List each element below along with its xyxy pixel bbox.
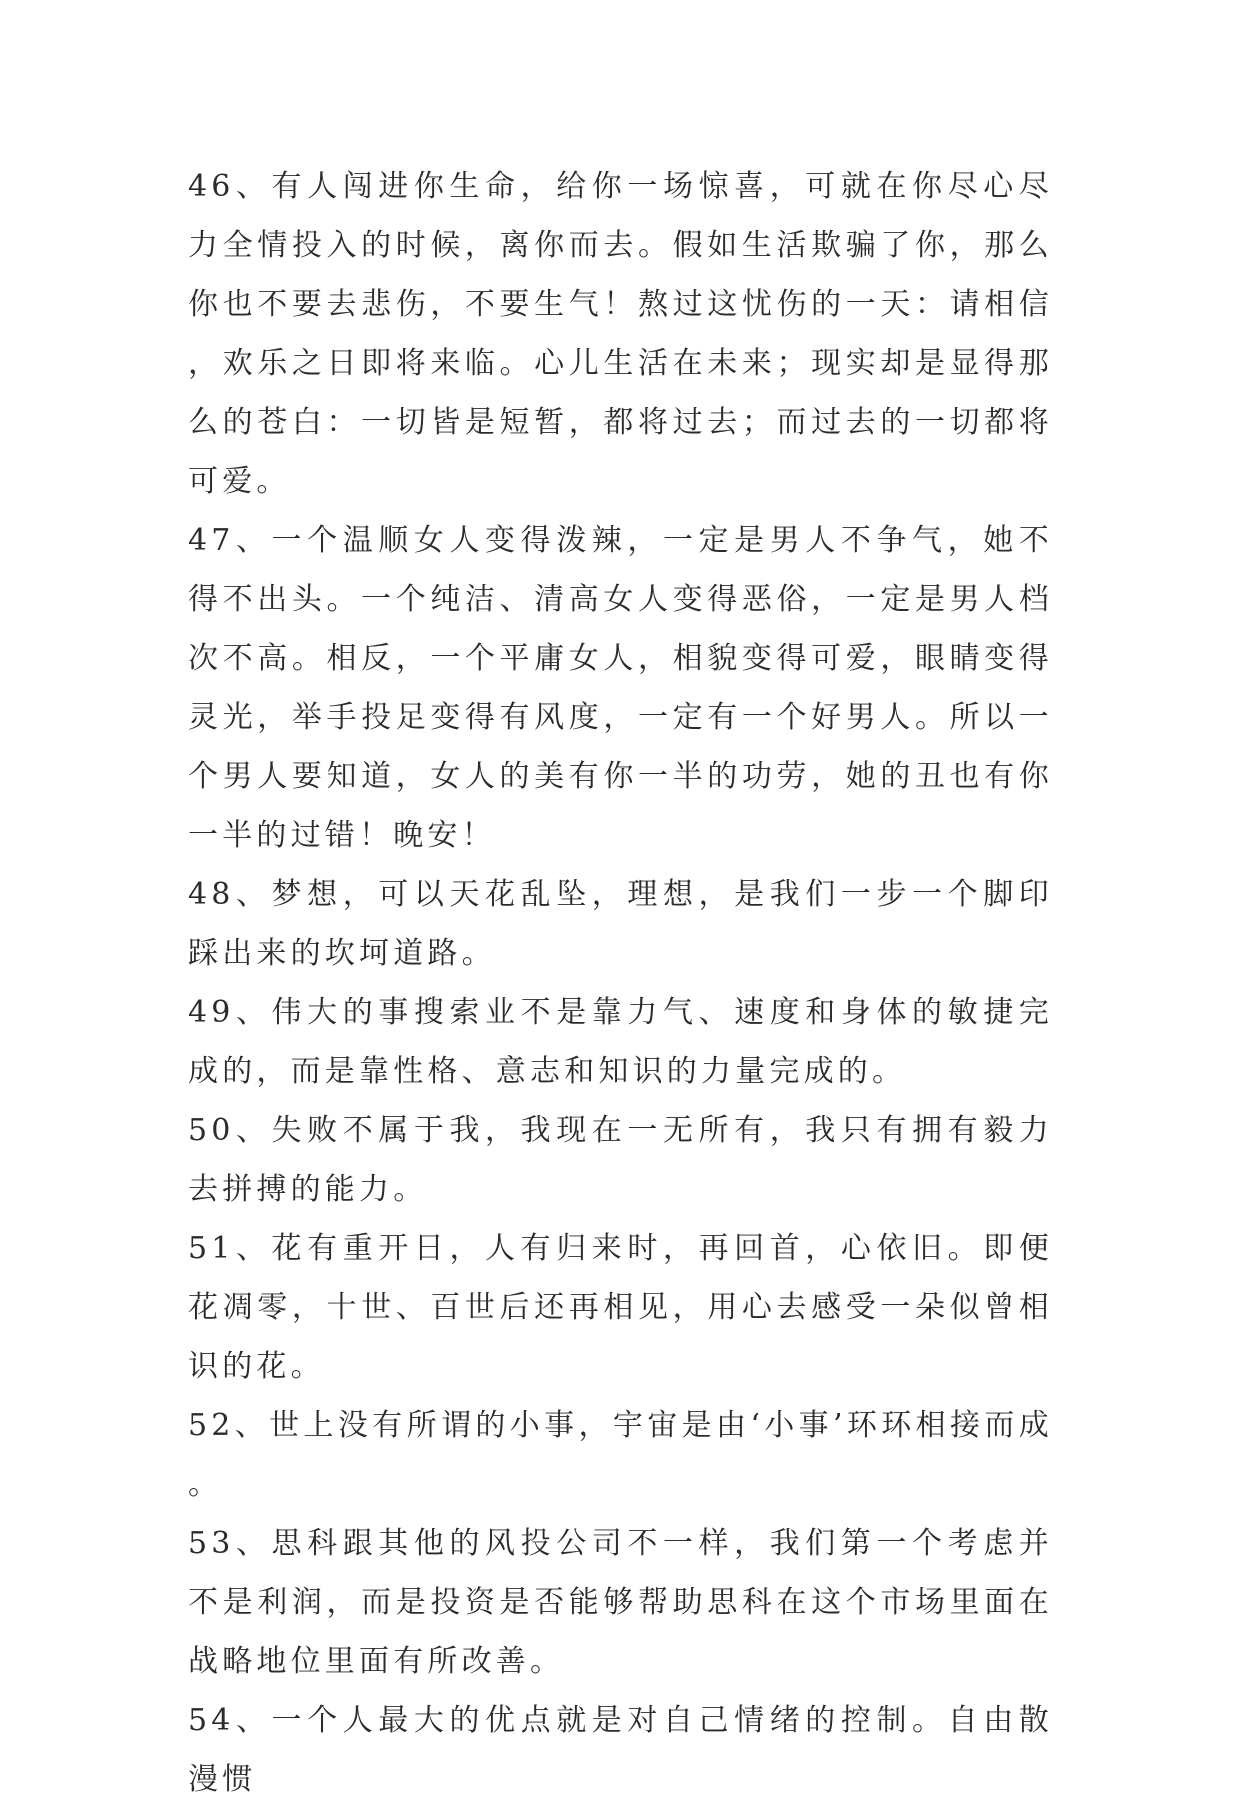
document-body [188, 157, 1053, 1809]
quote-entry-52: 52、世上没有所谓的小事，宇宙是由‘小事’环环相接而成。 [188, 1408, 1053, 1502]
quote-entry-51: 51、花有重开日，人有归来时，再回首，心依旧。即便花凋零，十世、百世后还再相见，用心去感受一朵似曾相识的花。 [188, 1231, 1053, 1384]
quote-entry-46: 46、有人闯进你生命，给你一场惊喜，可就在你尽心尽力全情投入的时候，离你而去。假如生活欺骗了你，那么你也不要去悲伤，不要生气！熬过这忧伤的一天：请相信，欢乐之日即将来临。心儿生活在未来；现实却是显得那么的苍白：一切皆是短暂，都将过去；而过去的一切都将可爱。 [188, 169, 1053, 499]
quote-entry-48: 48、梦想，可以天花乱坠，理想，是我们一步一个脚印踩出来的坎坷道路。 [188, 877, 1053, 971]
quote-entry-54: 54、一个人最大的优点就是对自己情绪的控制。自由散漫惯 [188, 1703, 1053, 1797]
quote-entry-50: 50、失败不属于我，我现在一无所有，我只有拥有毅力去拼搏的能力。 [188, 1113, 1053, 1207]
quote-entry-53: 53、思科跟其他的风投公司不一样，我们第一个考虑并不是利润，而是投资是否能够帮助思科在这个市场里面在战略地位里面有所改善。 [188, 1526, 1053, 1679]
quote-entry-49: 49、伟大的事搜索业不是靠力气、速度和身体的敏捷完成的，而是靠性格、意志和知识的力量完成的。 [188, 995, 1053, 1089]
quote-entry-47: 47、一个温顺女人变得泼辣，一定是男人不争气，她不得不出头。一个纯洁、清高女人变得恶俗，一定是男人档次不高。相反，一个平庸女人，相貌变得可爱，眼睛变得灵光，举手投足变得有风度，一定有一个好男人。所以一个男人要知道，女人的美有你一半的功劳，她的丑也有你一半的过错！晚安！ [188, 523, 1053, 853]
